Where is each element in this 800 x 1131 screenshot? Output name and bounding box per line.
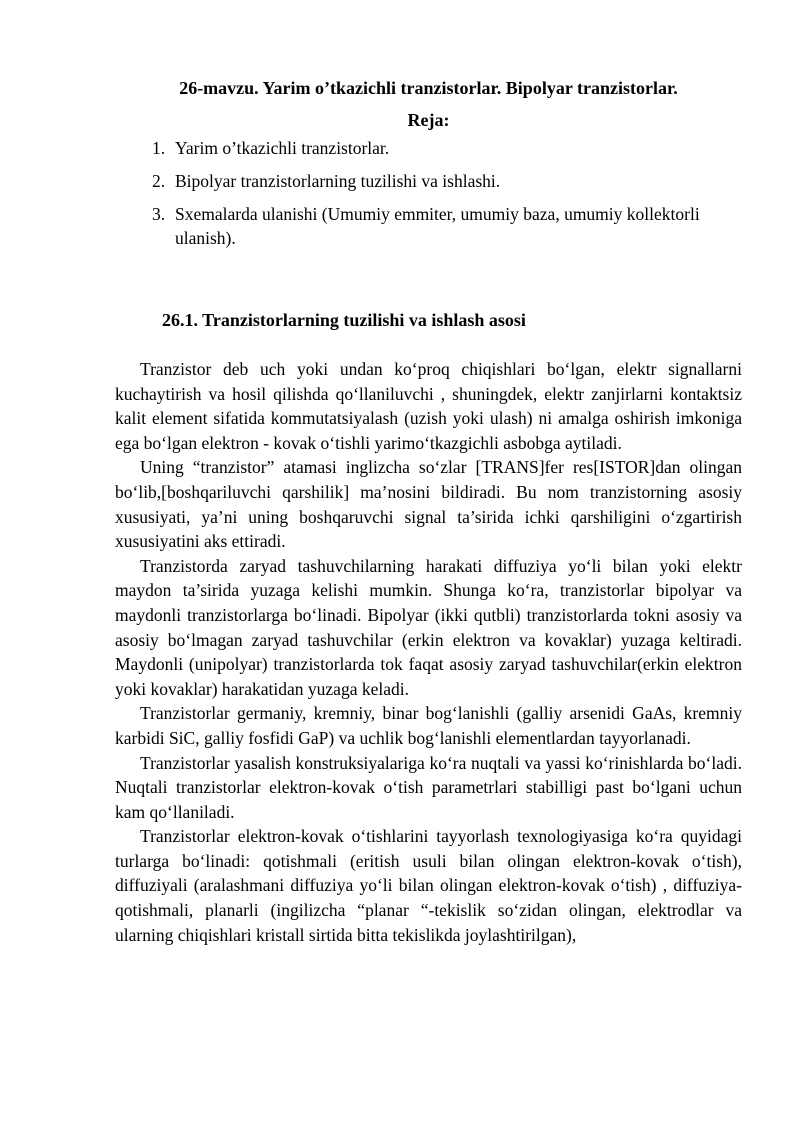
paragraph: Tranzistorda zaryad tashuvchilarning harakati diffuziya yo‘li bilan yoki elektr maydon ta’sirida yuzaga kelishi mumkin. Shunga ko‘ra, tranzistorlar bipolyar va maydonli tranzistorlarga bo‘linadi. Bipolyar (ikki qutbli) tranzistorlarda tokni asosiy va asosiy bo‘lmagan zaryad tashuvchilar (erkin elektron va kovaklar) yuzaga keltiradi. Maydonli (unipolyar) tranzistorlarda tok faqat asosiy zaryad tashuvchilar(erkin elektron yoki kovaklar) harakatidan yuzaga keladi. (115, 555, 742, 699)
plan-list (115, 136, 742, 250)
plan-item (115, 202, 742, 250)
plan-item-text: Bipolyar tranzistorlarning tuzilishi va ishlashi. (175, 171, 501, 191)
plan-item (115, 136, 742, 160)
plan-item (115, 169, 742, 193)
plan-item-number: 1. (152, 138, 166, 158)
document-title: 26-mavzu. Yarim o’tkazichli tranzistorlar. Bipolyar tranzistorlar. (179, 78, 678, 98)
section-heading: 26.1. Tranzistorlarning tuzilishi va ishlash asosi (162, 310, 526, 330)
plan-heading: Reja: (407, 110, 450, 130)
paragraph: Uning “tranzistor” atamasi inglizcha so‘zlar [TRANS]fer res[ISTOR]dan olingan bo‘lib,[boshqariluvchi qarshilik] ma’nosini bildiradi. Bu nom tranzistorning asosiy xususiyati, ya’ni uning boshqaruvchi signal ta’sirida ichki qarshiligini o‘zgartirish xususiyatini aks ettiradi. (115, 457, 742, 552)
paragraph: Tranzistorlar yasalish konstruksiyalariga ko‘ra nuqtali va yassi ko‘rinishlarda bo‘ladi. Nuqtali tranzistorlar elektron-kovak o‘tish parametrlari stabilligi past bo‘lgani uchun kam qo‘llaniladi. (115, 752, 742, 822)
document-page (115, 70, 742, 947)
plan-item-text: Sxemalarda ulanishi (Umumiy emmiter, umumiy baza, umumiy kollektorli ulanish). (175, 204, 700, 248)
plan-item-text: Yarim o’tkazichli tranzistorlar. (175, 138, 390, 158)
body-text (115, 357, 742, 947)
paragraph: Tranzistorlar germaniy, kremniy, binar bog‘lanishli (galliy arsenidi GaAs, kremniy karbidi SiC, galliy fosfidi GaP) va uchlik bog‘lanishli elementlardan tayyorlanadi. (115, 703, 742, 748)
paragraph: Tranzistorlar elektron-kovak o‘tishlarini tayyorlash texnologiyasiga ko‘ra quyidagi turlarga bo‘linadi: qotishmali (eritish usuli bilan olingan elektron-kovak o‘tish), diffuziyali (aralashmani diffuziya yo‘li bilan olingan elektron-kovak o‘tish) , diffuziya-qotishmali, planarli (ingilizcha “planar “-tekislik so‘zidan olingan, elektrodlar va ularning chiqishlari kristall sirtida bitta tekislikda joylashtirilgan), (115, 826, 742, 945)
plan-item-number: 2. (152, 171, 166, 191)
paragraph: Tranzistor deb uch yoki undan ko‘proq chiqishlari bo‘lgan, elektr signallarni kuchaytirish va hosil qilishda qo‘llaniluvchi , shuningdek, elektr zanjirlarni kontaktsiz kalit element sifatida kommutatsiyalash (uzish yoki ulash) ni amalga oshirish imkoniga ega bo‘lgan elektron - kovak o‘tishli yarimo‘tkazgichli asbobga aytiladi. (115, 359, 742, 453)
plan-item-number: 3. (152, 204, 166, 224)
